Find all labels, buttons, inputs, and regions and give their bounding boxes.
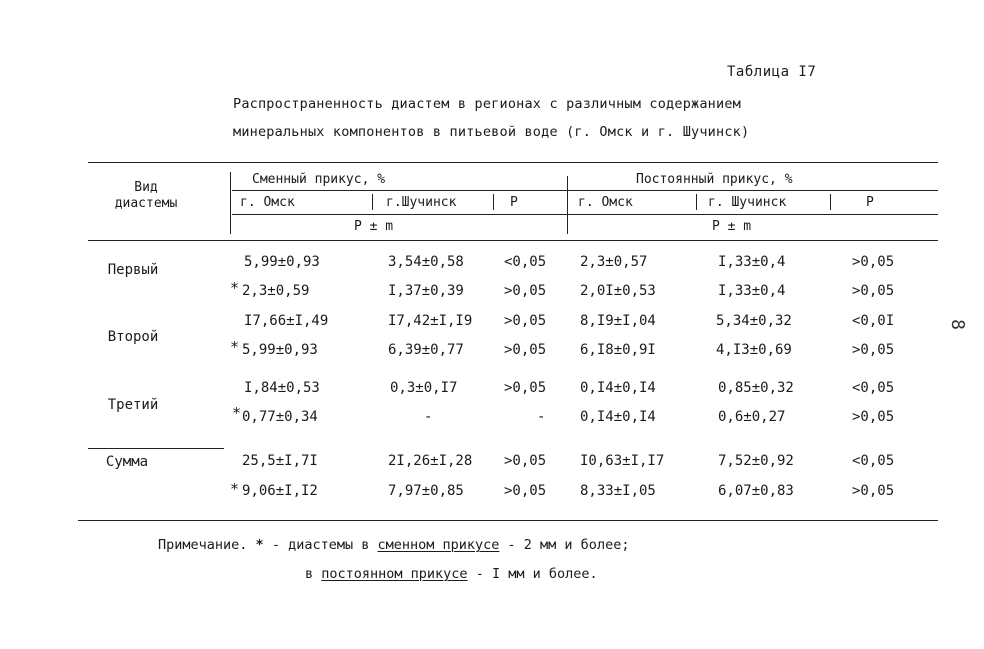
row-label-second: Второй — [107, 329, 159, 345]
cell-perm-p: >0,05 — [852, 254, 895, 270]
type-col-header-2: диастемы — [114, 196, 178, 211]
cell-temp-p: <0,05 — [504, 254, 547, 270]
row-label-third: Третий — [107, 397, 159, 413]
cell-temp-omsk: 2,3±0,59 — [242, 283, 310, 299]
cell-perm-p: >0,05 — [852, 283, 895, 299]
cell-temp-omsk: 25,5±I,7I — [242, 453, 318, 469]
cell-temp-shuch: - — [424, 409, 433, 425]
cell-perm-shuch: 5,34±0,32 — [716, 313, 792, 329]
row-star: * — [230, 279, 240, 297]
group-perm-header: Постоянный прикус, % — [636, 172, 793, 187]
header-bar-mid — [567, 176, 568, 234]
cell-perm-shuch: 4,I3±0,69 — [716, 342, 792, 358]
cell-perm-omsk: 0,I4±0,I4 — [580, 409, 656, 425]
header-bar-left — [230, 172, 231, 234]
cell-perm-omsk: 0,I4±0,I4 — [580, 380, 656, 396]
cell-perm-shuch: 0,85±0,32 — [718, 380, 794, 396]
cell-perm-p: >0,05 — [852, 409, 895, 425]
caption-line-1: Распространенность диастем в регионах с различным содержанием — [233, 96, 741, 112]
cell-temp-p: >0,05 — [504, 453, 547, 469]
cell-temp-omsk: I,84±0,53 — [244, 380, 320, 396]
cell-perm-omsk: 8,I9±I,04 — [580, 313, 656, 329]
note-star: * — [255, 537, 264, 553]
note-underlined-perm: постоянном прикусе — [321, 566, 468, 582]
pm-perm: Р ± m — [712, 219, 752, 234]
table-top-rule — [88, 162, 938, 163]
sub-p-temp: Р — [510, 195, 518, 210]
cell-perm-p: <0,0I — [852, 313, 895, 329]
cell-perm-omsk: I0,63±I,I7 — [580, 453, 665, 469]
cell-temp-shuch: I7,42±I,I9 — [388, 313, 473, 329]
cell-perm-omsk: 2,3±0,57 — [580, 254, 648, 270]
cell-temp-p: >0,05 — [504, 342, 547, 358]
cell-temp-shuch: 3,54±0,58 — [388, 254, 464, 270]
group-temp-header: Сменный прикус, % — [252, 172, 386, 187]
cell-temp-shuch: 6,39±0,77 — [388, 342, 464, 358]
sub-p-perm: Р — [866, 195, 874, 210]
header-bottom-rule — [88, 240, 938, 241]
note-line-2 — [305, 566, 598, 582]
type-col-header-1: Вид — [134, 180, 158, 195]
cell-temp-p: >0,05 — [504, 283, 547, 299]
cell-temp-shuch: I,37±0,39 — [388, 283, 464, 299]
note-pre-2: в — [305, 566, 322, 582]
sum-separator-rule — [88, 448, 224, 449]
note-prefix: Примечание. — [158, 537, 248, 553]
cell-temp-shuch: 0,3±0,I7 — [390, 380, 458, 396]
row-label-sum: Сумма — [105, 454, 149, 470]
cell-perm-shuch: 0,6±0,27 — [718, 409, 786, 425]
pm-temp: Р ± m — [354, 219, 394, 234]
cell-perm-omsk: 8,33±I,05 — [580, 483, 656, 499]
cell-temp-p: >0,05 — [504, 380, 547, 396]
cell-perm-shuch: I,33±0,4 — [718, 283, 786, 299]
note-line-1 — [158, 537, 629, 553]
note-rest-2: - I мм и более. — [467, 566, 598, 582]
cell-temp-omsk: I7,66±I,49 — [244, 313, 329, 329]
cell-temp-p: >0,05 — [504, 313, 547, 329]
caption-line-2: минеральных компонентов в питьевой воде (г. Омск и г. Шучинск) — [233, 124, 750, 140]
header-bar-perm-2 — [830, 194, 831, 210]
row-star: * — [230, 338, 240, 356]
sub-shuch-perm: г. Шучинск — [708, 195, 787, 210]
cell-temp-omsk: 9,06±I,I2 — [242, 483, 318, 499]
cell-temp-shuch: 7,97±0,85 — [388, 483, 464, 499]
cell-perm-p: <0,05 — [852, 453, 895, 469]
cell-temp-omsk: 0,77±0,34 — [242, 409, 318, 425]
cell-perm-p: >0,05 — [852, 483, 895, 499]
table-bottom-rule — [78, 520, 938, 521]
cell-perm-shuch: 7,52±0,92 — [718, 453, 794, 469]
row-star: * — [230, 480, 240, 498]
row-label-first: Первый — [107, 262, 159, 278]
sub-omsk-temp: г. Омск — [240, 195, 295, 210]
cell-perm-p: >0,05 — [852, 342, 895, 358]
cell-perm-shuch: 6,07±0,83 — [718, 483, 794, 499]
header-bar-perm-1 — [696, 194, 697, 210]
note-rest-1: - 2 мм и более; — [499, 537, 630, 553]
note-text-1: - диастемы в — [263, 537, 378, 553]
cell-temp-p: >0,05 — [504, 483, 547, 499]
cell-perm-omsk: 2,0I±0,53 — [580, 283, 656, 299]
row-star: * — [232, 404, 242, 422]
note-underlined-temp: сменном прикусе — [377, 537, 500, 553]
subheader-rule — [232, 214, 938, 215]
cell-perm-shuch: I,33±0,4 — [718, 254, 786, 270]
table-label: Таблица I7 — [727, 64, 817, 80]
margin-page-number: 8 — [946, 319, 968, 330]
header-bar-temp-1 — [372, 194, 373, 210]
cell-perm-omsk: 6,I8±0,9I — [580, 342, 656, 358]
cell-temp-p: - — [537, 409, 546, 425]
group-header-rule — [232, 190, 938, 191]
cell-temp-shuch: 2I,26±I,28 — [388, 453, 473, 469]
header-bar-temp-2 — [493, 194, 494, 210]
cell-temp-omsk: 5,99±0,93 — [244, 254, 320, 270]
sub-omsk-perm: г. Омск — [578, 195, 633, 210]
sub-shuch-temp: г.Шучинск — [386, 195, 457, 210]
cell-temp-omsk: 5,99±0,93 — [242, 342, 318, 358]
cell-perm-p: <0,05 — [852, 380, 895, 396]
